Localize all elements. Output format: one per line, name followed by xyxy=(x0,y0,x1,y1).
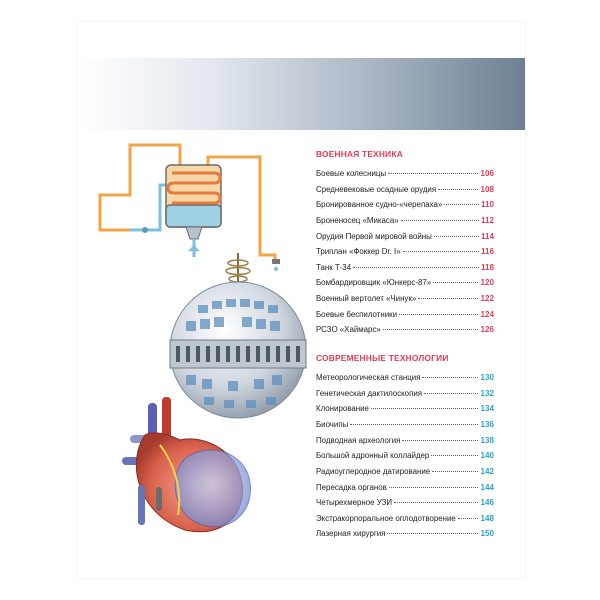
toc-page-number: 134 xyxy=(480,404,494,414)
toc-entry xyxy=(316,229,494,245)
toc-entry xyxy=(316,166,494,182)
dot-leader xyxy=(389,487,479,488)
toc-entry xyxy=(316,182,494,198)
toc-entry xyxy=(316,197,494,213)
toc-page-number: 124 xyxy=(480,309,494,319)
dot-leader xyxy=(388,173,478,174)
toc-page-number: 132 xyxy=(480,388,494,398)
dot-leader xyxy=(433,282,478,283)
toc-entry xyxy=(316,275,494,291)
toc-entry-title: Большой адронный коллайдер xyxy=(316,451,430,461)
toc-list-military xyxy=(316,166,494,338)
section-title-modern: СОВРЕМЕННЫЕ ТЕХНОЛОГИИ xyxy=(316,353,449,364)
dot-leader xyxy=(438,189,478,190)
toc-entry-title: Танк Т-34 xyxy=(316,262,352,272)
toc-entry-title: Средневековые осадные орудия xyxy=(316,184,437,194)
dot-leader xyxy=(383,329,479,330)
dot-leader xyxy=(418,298,478,299)
dot-leader xyxy=(402,440,478,441)
dot-leader xyxy=(353,267,479,268)
toc-entry-title: Метеорологическая станция xyxy=(316,373,421,383)
toc-entry-title: Клонирование xyxy=(316,404,369,414)
dot-leader xyxy=(431,455,478,456)
toc-entry xyxy=(316,511,494,527)
toc-page-number: 120 xyxy=(480,278,494,288)
toc-entry xyxy=(316,526,494,542)
toc-entry xyxy=(316,370,494,386)
toc-page-number: 136 xyxy=(480,419,494,429)
distillation-apparatus-image xyxy=(100,145,280,271)
toc-entry xyxy=(316,291,494,307)
dot-leader xyxy=(403,251,479,252)
toc-page-number: 126 xyxy=(480,325,494,335)
toc-page-number: 122 xyxy=(480,294,494,304)
dot-leader xyxy=(432,471,478,472)
toc-page-number: 138 xyxy=(480,435,494,445)
toc-entry-title: Орудия Первой мировой войны xyxy=(316,231,432,241)
toc-entry-title: Броненосец «Микаса» xyxy=(316,215,399,225)
toc-entry-title: Боевые колесницы xyxy=(316,169,387,178)
illustrations xyxy=(90,135,310,555)
satellite-sphere-image xyxy=(170,253,306,418)
toc-entry-title: Четырехмерное УЗИ xyxy=(316,498,393,508)
toc-page-number: 114 xyxy=(480,231,494,241)
toc-entry-title: Бронированное судно-«черепаха» xyxy=(316,200,443,210)
toc-entry xyxy=(316,244,494,260)
toc-entry-title: Экстракорпоральное оплодотворение xyxy=(316,513,456,523)
dot-leader xyxy=(394,502,478,503)
toc-entry-title: Генетическая дактилоскопия xyxy=(316,388,423,398)
toc-page-number: 130 xyxy=(480,373,494,383)
toc-page-number: 140 xyxy=(480,451,494,461)
toc-entry-title: Радиоуглеродное датирование xyxy=(316,466,431,476)
table-of-contents xyxy=(316,148,494,542)
toc-page-number: 144 xyxy=(480,482,494,492)
toc-entry xyxy=(316,260,494,276)
dot-leader xyxy=(350,424,478,425)
dot-leader xyxy=(401,220,479,221)
toc-entry xyxy=(316,322,494,338)
toc-entry xyxy=(316,386,494,402)
dot-leader xyxy=(371,408,479,409)
toc-entry-title: Лазерная хирургия xyxy=(316,529,386,539)
dot-leader xyxy=(387,533,478,534)
toc-entry xyxy=(316,464,494,480)
toc-entry xyxy=(316,307,494,323)
toc-page-number: 142 xyxy=(480,466,494,476)
toc-list-modern xyxy=(316,370,494,542)
toc-entry-title: РСЗО «Хаймарс» xyxy=(316,325,381,335)
section-title-military: ВОЕННАЯ ТЕХНИКА xyxy=(316,149,403,159)
dot-leader xyxy=(444,204,479,205)
header-banner xyxy=(78,58,525,130)
toc-entry xyxy=(316,417,494,433)
toc-page-number: 106 xyxy=(480,169,494,178)
toc-page-number: 146 xyxy=(480,498,494,508)
toc-page-number: 112 xyxy=(480,215,494,225)
dot-leader xyxy=(434,236,479,237)
toc-entry-title: Военный вертолет «Чинук» xyxy=(316,294,417,304)
toc-page-number: 116 xyxy=(480,247,494,257)
toc-entry xyxy=(316,480,494,496)
toc-entry-title: Подводная археология xyxy=(316,435,401,445)
dot-leader xyxy=(399,314,478,315)
toc-entry xyxy=(316,448,494,464)
toc-page-number: 150 xyxy=(480,529,494,539)
dot-leader xyxy=(424,393,478,394)
toc-entry-title: Триплан «Фоккер Dr. I» xyxy=(316,247,401,257)
toc-entry-title: Биочипы xyxy=(316,419,349,429)
dot-leader xyxy=(422,377,478,378)
toc-page-number: 118 xyxy=(480,262,494,272)
toc-entry-title: Бомбардировщик «Юнкерс-87» xyxy=(316,278,432,288)
toc-entry xyxy=(316,433,494,449)
toc-entry-title: Пересадка органов xyxy=(316,482,387,492)
toc-page-number: 110 xyxy=(480,200,494,210)
toc-entry xyxy=(316,213,494,229)
toc-page-number: 148 xyxy=(480,513,494,523)
dot-leader xyxy=(458,518,479,519)
toc-entry xyxy=(316,495,494,511)
toc-page-number: 108 xyxy=(480,184,494,194)
toc-entry xyxy=(316,401,494,417)
toc-entry-title: Боевые беспилотники xyxy=(316,309,397,319)
